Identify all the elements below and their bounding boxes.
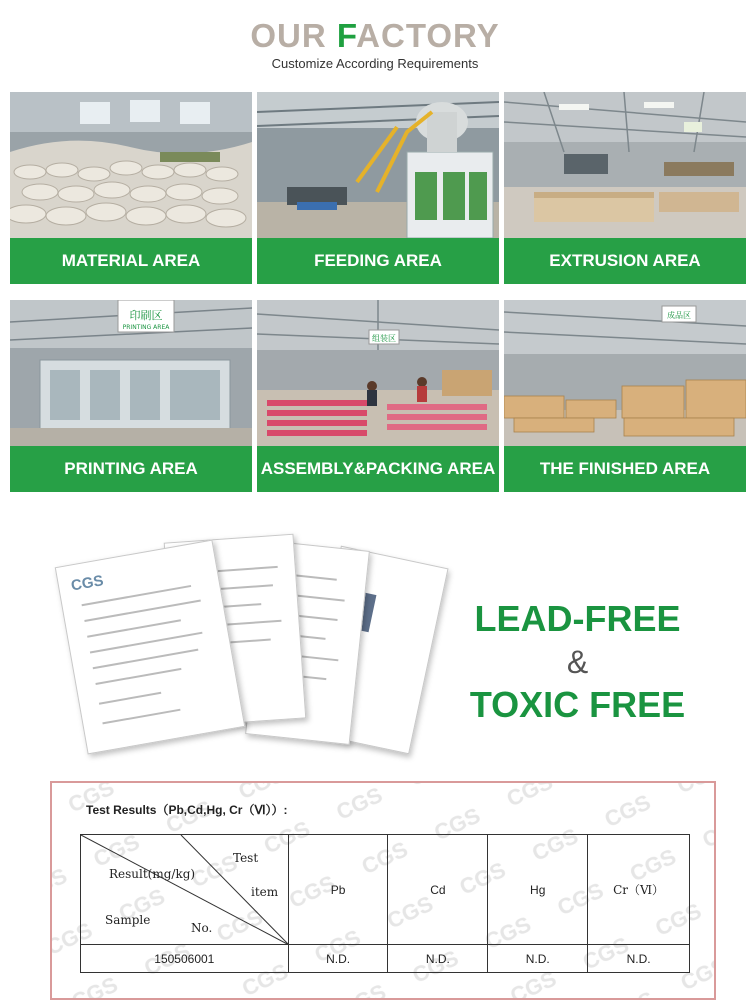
assembly-sign: 组装区 — [372, 334, 396, 343]
extrusion-area-photo — [504, 92, 746, 238]
area-card-material — [10, 92, 252, 284]
column-header-cr: Cr（Ⅵ） — [588, 835, 690, 945]
claim-ampersand: & — [566, 644, 589, 680]
area-label: THE FINISHED AREA — [504, 446, 746, 492]
printing-area-photo — [10, 300, 252, 446]
safety-claims — [455, 598, 700, 726]
result-cell-pb: N.D. — [288, 945, 388, 973]
column-header-cd: Cd — [388, 835, 488, 945]
claim-toxic-free: TOXIC FREE — [469, 684, 686, 725]
factory-area-grid — [10, 92, 740, 492]
area-card-feeding — [257, 92, 499, 284]
claim-lead-free: LEAD-FREE — [474, 598, 681, 639]
area-card-finished — [504, 300, 746, 492]
result-cell-cr: N.D. — [588, 945, 690, 973]
area-card-assembly — [257, 300, 499, 492]
table-row — [81, 945, 690, 973]
certificate-sheet-front — [55, 540, 246, 755]
printing-sign: 印刷区 — [129, 309, 163, 322]
printing-sign-sub: PRINTING AREA — [122, 324, 170, 331]
result-cell-cd: N.D. — [388, 945, 488, 973]
diag-label-test: Test — [233, 851, 259, 865]
certificates-illustration — [50, 530, 440, 760]
diag-label-sample: Sample — [105, 913, 151, 927]
header — [0, 18, 750, 71]
cgs-logo: CGS — [69, 572, 105, 595]
diag-label-result: Result(mg/kg) — [109, 867, 196, 881]
diag-label-item: item — [251, 885, 279, 899]
column-header-pb: Pb — [288, 835, 388, 945]
report-title: Test Results（Pb,Cd,Hg, Cr（Ⅵ））: — [86, 803, 288, 817]
table-header-row — [81, 835, 690, 945]
area-card-extrusion — [504, 92, 746, 284]
page-title — [0, 18, 750, 54]
title-part2: ACTORY — [356, 17, 500, 54]
test-report — [50, 781, 716, 1000]
area-card-printing — [10, 300, 252, 492]
area-label: ASSEMBLY&PACKING AREA — [257, 446, 499, 492]
page-subtitle: Customize According Requirements — [271, 56, 479, 71]
diag-label-no: No. — [191, 921, 213, 935]
finished-sign: 成品区 — [667, 311, 691, 320]
title-accent: F — [336, 17, 357, 54]
diagonal-header-cell — [81, 835, 289, 945]
result-cell-hg: N.D. — [488, 945, 588, 973]
results-table — [80, 834, 690, 973]
assembly-area-photo — [257, 300, 499, 446]
title-part1: OUR — [250, 17, 337, 54]
feeding-area-photo — [257, 92, 499, 238]
area-label: MATERIAL AREA — [10, 238, 252, 284]
area-label: PRINTING AREA — [10, 446, 252, 492]
area-label: EXTRUSION AREA — [504, 238, 746, 284]
sample-number-cell: 150506001 — [81, 945, 289, 973]
column-header-hg: Hg — [488, 835, 588, 945]
material-area-photo — [10, 92, 252, 238]
finished-area-photo — [504, 300, 746, 446]
area-label: FEEDING AREA — [257, 238, 499, 284]
